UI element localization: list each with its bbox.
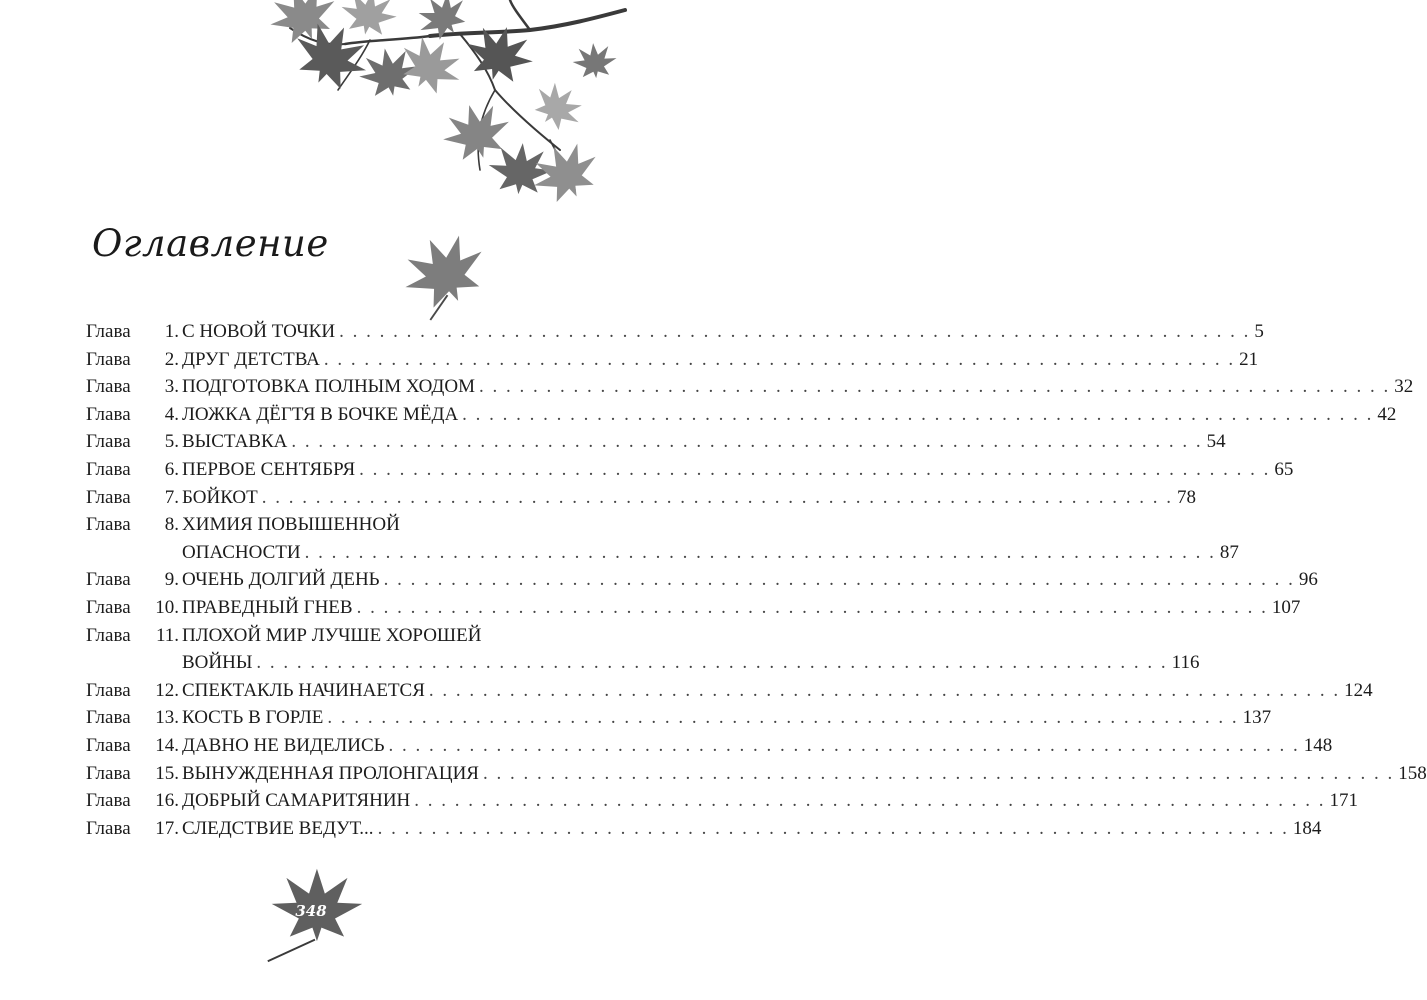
chapter-number: 9. <box>164 569 179 591</box>
toc-entry[interactable] <box>86 815 1322 843</box>
chapter-number: 12. <box>155 679 179 701</box>
chapter-page-number: 124 <box>1344 679 1373 701</box>
toc-entry[interactable] <box>86 566 1318 594</box>
chapter-page-number: 42 <box>1377 403 1397 425</box>
chapter-page-number: 158 <box>1398 762 1427 784</box>
chapter-title: ПОДГОТОВКА ПОЛНЫМ ХОДОМ <box>182 376 476 398</box>
dot-leader <box>429 677 1340 705</box>
toc-entry[interactable] <box>86 732 1333 760</box>
chapter-page-number: 137 <box>1242 707 1272 729</box>
chapter-title: ХИМИЯ ПОВЫШЕННОЙ <box>182 514 400 536</box>
dot-leader <box>359 456 1270 484</box>
chapter-label: Глава <box>86 458 131 480</box>
dot-leader <box>378 815 1289 843</box>
chapter-number: 17. <box>155 817 179 839</box>
chapter-label: Глава <box>86 762 131 784</box>
chapter-label: Глава <box>86 569 131 591</box>
chapter-number: 2. <box>164 348 179 370</box>
toc-entry[interactable] <box>86 704 1272 732</box>
toc-entry[interactable] <box>86 456 1294 484</box>
chapter-number: 13. <box>155 707 179 729</box>
toc-entry[interactable] <box>86 677 1373 705</box>
chapter-title: ЛОЖКА ДЁГТЯ В БОЧКЕ МЁДА <box>182 403 459 425</box>
dot-leader <box>256 649 1167 677</box>
chapter-title: ОПАСНОСТИ <box>182 541 301 563</box>
chapter-label: Глава <box>86 817 131 839</box>
chapter-page-number: 65 <box>1274 458 1294 480</box>
toc-entry[interactable] <box>86 373 1414 401</box>
chapter-number: 4. <box>164 403 179 425</box>
toc-entry[interactable] <box>86 511 1239 566</box>
chapter-label: Глава <box>86 734 131 756</box>
chapter-page-number: 78 <box>1177 486 1196 508</box>
dot-leader <box>291 428 1202 456</box>
chapter-page-number: 54 <box>1206 431 1226 453</box>
dot-leader <box>327 704 1238 732</box>
dot-leader <box>483 760 1394 788</box>
chapter-title: ВЫНУЖДЕННАЯ ПРОЛОНГАЦИЯ <box>182 762 479 784</box>
chapter-title: ПЕРВОЕ СЕНТЯБРЯ <box>182 458 356 480</box>
chapter-page-number: 87 <box>1219 541 1239 563</box>
chapter-page-number: 96 <box>1298 569 1318 591</box>
chapter-title: ПЛОХОЙ МИР ЛУЧШЕ ХОРОШЕЙ <box>182 624 482 646</box>
dot-leader <box>357 594 1268 622</box>
maple-leaves <box>261 0 618 211</box>
toc-entry[interactable] <box>86 622 1200 677</box>
chapter-number: 1. <box>164 321 179 342</box>
maple-branch-illustration <box>250 0 625 235</box>
dot-leader <box>384 566 1295 594</box>
chapter-number: 11. <box>155 624 179 646</box>
chapter-number: 6. <box>164 458 179 480</box>
chapter-title: ДОБРЫЙ САМАРИТЯНИН <box>182 790 411 812</box>
chapter-title: С НОВОЙ ТОЧКИ <box>182 321 336 342</box>
chapter-title: ВЫСТАВКА <box>182 431 288 453</box>
chapter-page-number: 21 <box>1239 348 1259 370</box>
chapter-page-number: 5 <box>1254 321 1264 342</box>
toc-entry[interactable] <box>86 428 1226 456</box>
chapter-label: Глава <box>86 707 131 729</box>
chapter-title: ДРУГ ДЕТСТВА <box>182 348 320 370</box>
chapter-page-number: 171 <box>1329 790 1359 812</box>
dot-leader <box>324 346 1235 374</box>
toc-entry[interactable] <box>86 346 1259 374</box>
toc-entry[interactable] <box>86 318 1264 346</box>
table-of-contents <box>86 318 1427 842</box>
chapter-number: 7. <box>164 486 179 508</box>
chapter-title: БОЙКОТ <box>182 486 258 508</box>
chapter-number: 15. <box>155 762 179 784</box>
chapter-page-number: 184 <box>1292 817 1322 839</box>
dot-leader <box>389 732 1300 760</box>
chapter-title: СЛЕДСТВИЕ ВЕДУТ... <box>182 817 374 839</box>
chapter-number: 16. <box>155 790 179 812</box>
chapter-label: Глава <box>86 679 131 701</box>
dot-leader <box>479 373 1390 401</box>
chapter-label: Глава <box>86 321 131 342</box>
chapter-title: ДАВНО НЕ ВИДЕЛИСЬ <box>182 734 385 756</box>
chapter-page-number: 116 <box>1171 652 1200 674</box>
chapter-title: ПРАВЕДНЫЙ ГНЕВ <box>182 596 353 618</box>
chapter-page-number: 148 <box>1303 734 1333 756</box>
chapter-number: 14. <box>155 734 179 756</box>
dot-leader <box>339 318 1250 346</box>
page-number: 348 <box>295 902 327 920</box>
dot-leader <box>462 401 1373 429</box>
chapter-title: ВОЙНЫ <box>182 652 253 674</box>
falling-leaf-illustration <box>395 228 500 328</box>
chapter-title: КОСТЬ В ГОРЛЕ <box>182 707 324 729</box>
chapter-number: 5. <box>164 431 179 453</box>
chapter-page-number: 107 <box>1271 596 1301 618</box>
toc-entry[interactable] <box>86 594 1301 622</box>
toc-entry[interactable] <box>86 760 1427 788</box>
chapter-label: Глава <box>86 376 131 398</box>
chapter-number: 3. <box>164 376 179 398</box>
chapter-number: 10. <box>155 596 179 618</box>
page-title: Оглавление <box>92 222 329 265</box>
chapter-title: СПЕКТАКЛЬ НАЧИНАЕТСЯ <box>182 679 425 701</box>
chapter-label: Глава <box>86 431 131 453</box>
dot-leader <box>414 787 1325 815</box>
chapter-page-number: 32 <box>1394 376 1414 398</box>
chapter-number: 8. <box>164 514 179 536</box>
toc-entry[interactable] <box>86 401 1397 429</box>
chapter-label: Глава <box>86 624 131 646</box>
toc-entry[interactable] <box>86 484 1196 512</box>
chapter-label: Глава <box>86 596 131 618</box>
chapter-label: Глава <box>86 514 131 536</box>
toc-entry[interactable] <box>86 787 1359 815</box>
chapter-label: Глава <box>86 486 131 508</box>
chapter-title: ОЧЕНЬ ДОЛГИЙ ДЕНЬ <box>182 569 380 591</box>
dot-leader <box>305 539 1216 567</box>
dot-leader <box>262 484 1173 512</box>
chapter-label: Глава <box>86 790 131 812</box>
chapter-label: Глава <box>86 403 131 425</box>
chapter-label: Глава <box>86 348 131 370</box>
